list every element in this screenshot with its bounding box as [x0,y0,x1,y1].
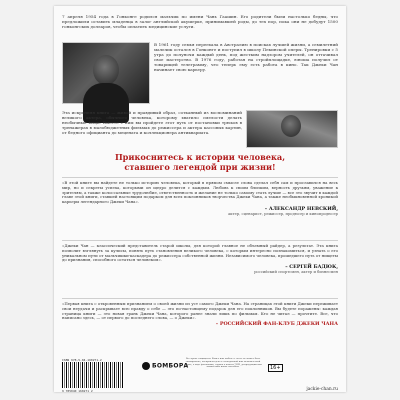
publisher-mark-icon [142,362,150,370]
quote-author: – РОССИЙСКИЙ ФАН-КЛУБ ДЖЕКИ ЧАНА [215,321,338,328]
author-photo-2 [246,110,338,148]
quote-block-2 [62,244,338,275]
intro-paragraph-2: В 1961 году семья переехала в Австралию в поисках лучшей жизни, а семилетний мальчик остался в Гонконге и поступил в школу Пекинской оперы. Тренировки с 5 утра до полуночи каждый день, под жестким надзором учителей, он оттачивал свое мастерство. В 1976 году, работая на стройплощадке, юноша получил от товарищей телеграмму, что теперь ему есть работа в кино. Так Джеки Чан начинает свою карьеру. [154,42,338,72]
divider [62,240,338,241]
barcode-digits: 9 785040 160271 2 [62,389,93,393]
quote-text: «Первая книга с откровенным признанием о своей жизни из уст самого Джеки Чана. На страницах этой книги Джеки переживает свои неудачи и раскрывает всю правду о себе — это по-настоящему подарок для его поклонников. Вы будете поражены: каждая страница книги — это новая грань Джеки Чана, которого ранее знали лишь по фильмам. Кто не читал — прочтите. Все, что написано здесь, — от первого до последнего слова, — о Джеки». [62,301,338,321]
intro-paragraph-1: 7 апреля 1954 года в Гонконге родился мальчик по имени Чань Гаашин. Его родители были настолько бедны, что предложили оставить младенца в залог английской акушерке, принимавшей роды, до тех пор, пока они не добудут 1500 гонконгских долларов, чтобы оплатить медицинские услуги. [62,14,338,29]
book-back-cover [54,6,346,392]
quote-text: «Джеки Чан — классический представитель старой школы, для которой главное не объемный райдер, а результат. Эта книга позволит взглянуть за кулисы, понять путь становления великого человека, с которым интересно познакомиться, и узнать о его уникальном пути от мальчишки-каскадера до режиссера собственной жизни. Независимого человека, прошедшего путь от нищеты до признания, способного остаться человеком». [62,243,338,263]
photo-face [281,115,301,137]
page-headline: Прикоснитесь к истории человека, ставшего легендой при жизни! [114,152,286,172]
author-photo-1 [62,42,150,104]
quote-author: – СЕРГЕЙ БАДЮК, [285,264,338,271]
publisher-name: БОМБОРА [152,362,189,370]
quote-block-3 [62,302,338,327]
quote-author: – АЛЕКСАНДР НЕВСКИЙ, [264,205,338,212]
quote-text: «В этой книге вы найдете не только историю человека, который в прямом смысле слова сделал себя сам и прославился на весь мир, но и секреты успеха, которыми он щедро делится с каждым. Любовь к своим близким, верность друзьям, уважение к зрителям, а также колоссальные трудолюбие, ответственность и желание не только самому стать лучше — все это звучит в каждой главе этой книги, ставшей настоящим подарком для всех поклонников творчества Джеки Чана, а также необыкновенной хроникой карьеры легендарного Джеки Чана». [62,180,338,205]
age-rating-badge: 16+ [270,365,281,371]
fan-club-website: jackie-chan.ru [306,387,338,392]
quote-role: российский спортсмен, актер и бизнесмен [254,270,338,275]
legal-smallprint: Все права защищены. Книга или любая ее часть не может быть скопирована, воспроизведена в электронной или механической форме, в виде фотокопии, записи в память ЭВМ, репродукции или каким-либо иным способом. [184,357,262,369]
isbn-text: ISBN 978-5-04-160271-2 [62,358,102,362]
quote-role: актер, сценарист, режиссер, продюсер и кинопродюсер [228,211,338,216]
divider [62,298,338,299]
barcode [62,362,124,388]
divider [62,177,338,178]
photo-face [93,55,119,85]
intro-paragraph-3: Эта искренняя книга — живой и правдивый образ, сотканный из воспоминаний великого актера, обычного человека, которому хватило смелости делать необычные вещи. Вместе с ним вы пройдете этот путь от постановки трюков в тренажерах в малобюджетных фильмах до режиссера и актера кассовых картин, от бедного официанта до мецената и коллекционера антиквариата. [62,110,242,135]
quote-block-1 [62,181,338,216]
